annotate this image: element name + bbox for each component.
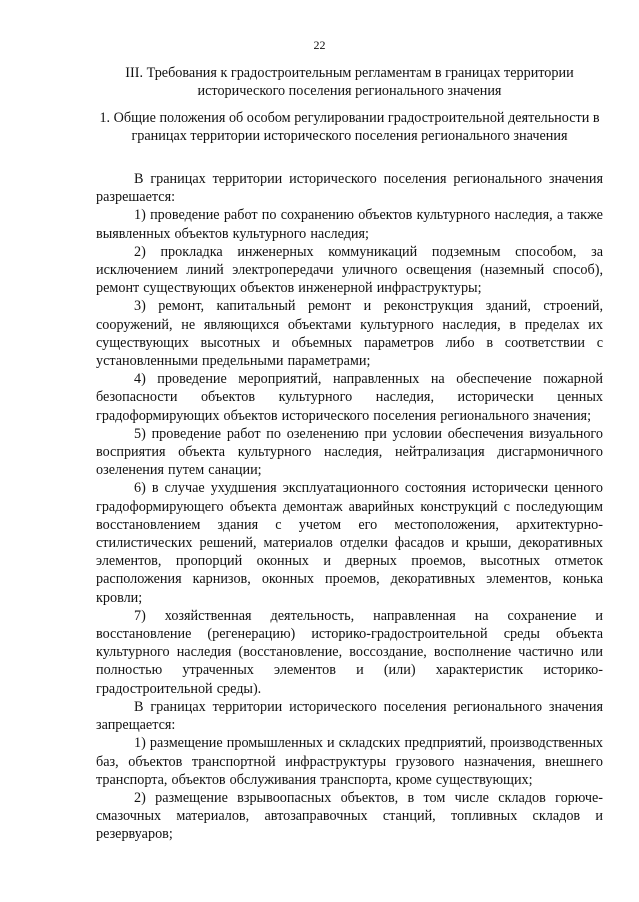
paragraph-prohibited-item-1: 1) размещение промышленных и складских предприятий, производственных баз, объектов транспортной инфраструктуры грузового назначения, внешнего транспорта, объектов обслуживания транспорта, кроме существующих;	[96, 735, 603, 788]
paragraph-permitted-item-2: 2) прокладка инженерных коммуникаций подземным способом, за исключением линий электропередачи уличного освещения (наземный способ), ремонт существующих объектов инженерной инфраструктуры;	[96, 243, 603, 297]
section-title: III. Требования к градостроительным регламентам в границах территории исторического поселения регионального значения	[125, 65, 574, 100]
paragraph-permitted-item-5: 5) проведение работ по озеленению при условии обеспечения визуального восприятия объекта культурного наследия, нейтрализация дисгармоничного озеленения путем санации;	[96, 425, 603, 479]
paragraph-permitted-item-1: 1) проведение работ по сохранению объектов культурного наследия, а также выявленных объектов культурного наследия;	[96, 207, 603, 242]
paragraph-prohibited-intro: В границах территории исторического поселения регионального значения запрещается:	[96, 698, 603, 734]
paragraph-permitted-item-6: 6) в случае ухудшения эксплуатационного состояния исторически ценного градоформирующего объекта демонтаж аварийных конструкций с последующим восстановлением здания с учетом его местоположения, архитектурно-стилистических решений, материалов отделки фасадов и крыши, декоративных элементов, пропорций оконных и дверных проемов, высотных отметок расположения карнизов, оконных проемов, декоративных элементов, конька кровли;	[96, 480, 603, 606]
paragraph-permitted-intro: В границах территории исторического поселения регионального значения разрешается:	[96, 171, 603, 206]
paragraph-prohibited-item-2: 2) размещение взрывоопасных объектов, в том числе складов горюче-смазочных материалов, автозаправочных станций, топливных складов и резервуаров;	[96, 789, 603, 843]
paragraph-permitted-item-4: 4) проведение мероприятий, направленных на обеспечение пожарной безопасности объектов культурного наследия, исторически ценных градоформирующих объектов исторического поселения регионального значения;	[96, 371, 603, 424]
paragraph-permitted-item-7: 7) хозяйственная деятельность, направленная на сохранение и восстановление (регенерацию) историко-градостроительной среды объекта культурного наследия (восстановление, воссоздание, восполнение частично или полностью утраченных элементов и (или) характеристик историко-градостроительной среды).	[96, 607, 603, 697]
document-body	[96, 170, 603, 844]
paragraph-permitted-item-3: 3) ремонт, капитальный ремонт и реконструкция зданий, строений, сооружений, не являющихся объектами культурного наследия, в пределах их существующих высотных и объемных параметров либо в соответствии с установленными предельными параметрами;	[96, 298, 603, 370]
page-number: 22	[313, 38, 326, 52]
subsection-title: 1. Общие положения об особом регулировании градостроительной деятельности в границах территории исторического поселения регионального значения	[99, 110, 600, 145]
